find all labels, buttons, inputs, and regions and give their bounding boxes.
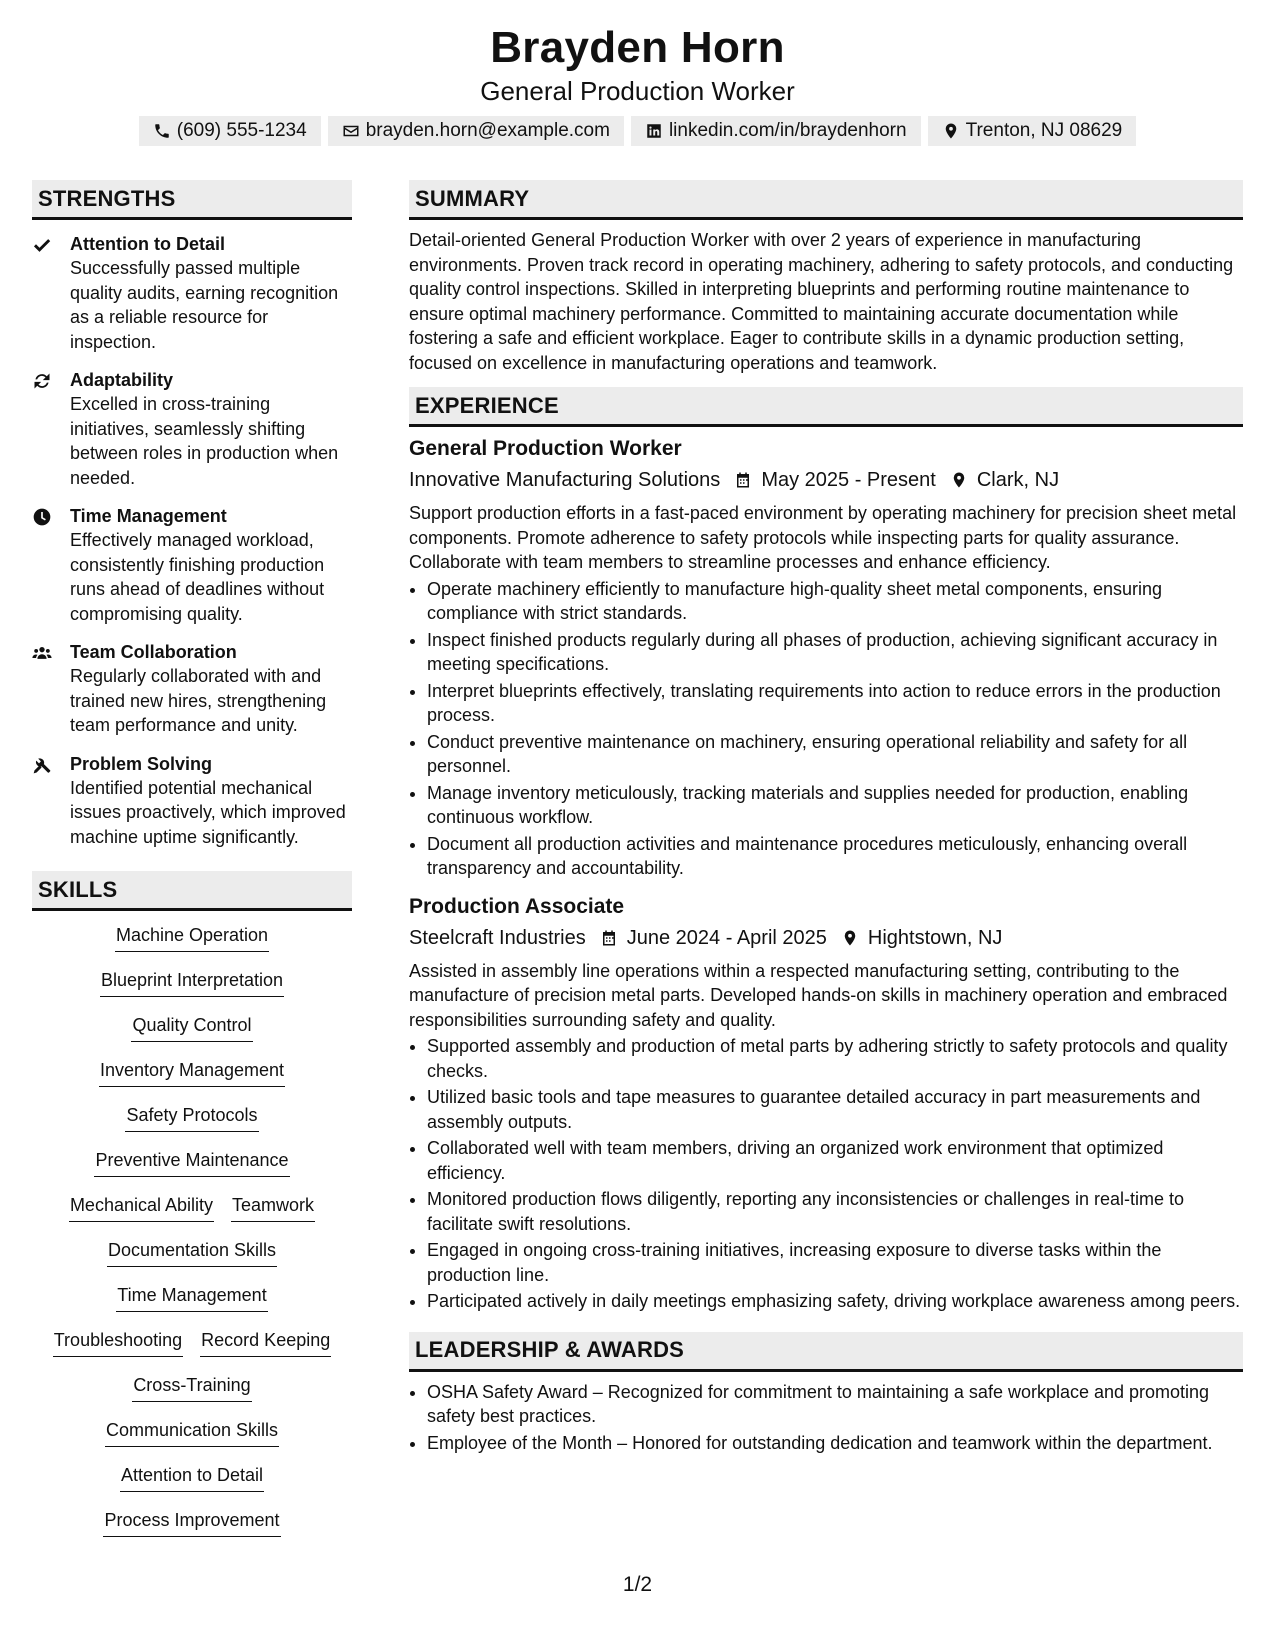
map-pin-icon xyxy=(942,122,960,140)
skill-tag: Blueprint Interpretation xyxy=(100,968,284,997)
candidate-title: General Production Worker xyxy=(480,76,795,106)
resume-header xyxy=(0,0,1275,146)
job-dates: June 2024 - April 2025 xyxy=(626,926,827,949)
strength-item xyxy=(32,368,352,490)
skill-tag: Teamwork xyxy=(231,1193,315,1222)
linkedin-text: linkedin.com/in/braydenhorn xyxy=(668,120,907,141)
strength-title: Team Collaboration xyxy=(70,642,237,662)
contact-bar xyxy=(0,116,1275,146)
job-bullet: • Manage inventory meticulously, tracking materials and supplies needed for production, enabling continuous workflow. xyxy=(427,781,1243,830)
strength-title: Problem Solving xyxy=(70,753,213,774)
strength-item xyxy=(32,752,352,850)
candidate-name: Brayden Horn xyxy=(490,23,785,72)
summary-text: Detail-oriented General Production Worker with over 2 years of experience in manufacturing environments. Proven track record in operating machinery, adhering to safety protocols, and conducting quality control inspections. Skilled in interpreting blueprints and performing routine maintenance to ensure optimal machinery performance. Committed to maintaining accurate documentation while fostering a safe and efficient workplace. Eager to contribute skills in a dynamic production setting, focused on excellence in manufacturing operations and teamwork. xyxy=(409,230,1234,373)
refresh-icon xyxy=(32,371,52,391)
skill-tag: Attention to Detail xyxy=(120,1463,264,1492)
skill-tag: Documentation Skills xyxy=(107,1238,277,1267)
skill-tag: Cross-Training xyxy=(132,1373,251,1402)
skill-tag: Preventive Maintenance xyxy=(94,1148,289,1177)
skill-tag: Time Management xyxy=(116,1283,267,1312)
skill-tag: Safety Protocols xyxy=(125,1103,258,1132)
skill-tag: Process Improvement xyxy=(103,1508,280,1537)
strength-title: Attention to Detail xyxy=(70,234,225,254)
phone-icon xyxy=(153,122,171,140)
job-bullet: • Collaborated well with team members, driving an organized work environment that optimized efficiency. xyxy=(427,1136,1243,1185)
strength-desc: Successfully passed multiple quality audits, earning recognition as a reliable resource for inspection. xyxy=(70,258,339,352)
job-location: Clark, NJ xyxy=(976,469,1060,491)
skill-tag: Machine Operation xyxy=(115,923,269,952)
map-pin-icon xyxy=(841,929,859,947)
job-bullet: • Supported assembly and production of metal parts by adhering strictly to safety protocols and quality checks. xyxy=(427,1034,1243,1083)
job-entry xyxy=(409,893,1243,1314)
page-number: 1/2 xyxy=(622,1573,653,1596)
linkedin-icon xyxy=(645,122,663,140)
calendar-icon xyxy=(734,471,752,489)
strength-title: Adaptability xyxy=(70,370,174,390)
awards-heading: LEADERSHIP & AWARDS xyxy=(409,1332,1243,1372)
strength-desc: Effectively managed workload, consistently finishing production runs ahead of deadlines without compromising quality. xyxy=(70,530,325,624)
contact-email[interactable] xyxy=(328,116,624,146)
job-company: Innovative Manufacturing Solutions xyxy=(409,469,721,491)
job-title: General Production Worker xyxy=(409,437,682,460)
strength-title: Time Management xyxy=(70,506,227,526)
job-bullet: • Participated actively in daily meetings emphasizing safety, driving workplace awareness among peers. xyxy=(427,1289,1243,1314)
job-description: Support production efforts in a fast-paced environment by operating machinery for precision sheet metal components. Promote adherence to safety protocols while inspecting parts for quality assurance. Collaborate with team members to streamline processes and enhance efficiency. xyxy=(409,503,1237,572)
map-pin-icon xyxy=(950,471,968,489)
experience-heading: EXPERIENCE xyxy=(409,387,1243,427)
skills-heading: SKILLS xyxy=(32,871,352,911)
strength-item xyxy=(32,504,352,626)
left-column xyxy=(32,180,352,1553)
skill-tag: Troubleshooting xyxy=(53,1328,183,1357)
job-bullets xyxy=(409,1034,1243,1314)
envelope-icon xyxy=(342,122,360,140)
job-title: Production Associate xyxy=(409,894,625,918)
skill-tag: Communication Skills xyxy=(105,1418,279,1447)
skill-tag: Mechanical Ability xyxy=(69,1193,214,1222)
job-bullet: • Inspect finished products regularly during all phases of production, achieving significant accuracy in meeting specifications. xyxy=(427,628,1243,677)
tools-icon xyxy=(32,755,52,775)
calendar-icon xyxy=(600,929,618,947)
strength-desc: Regularly collaborated with and trained new hires, strengthening team performance and unity. xyxy=(70,666,327,735)
contact-location xyxy=(928,116,1137,146)
job-dates: May 2025 - Present xyxy=(761,469,936,491)
strength-desc: Identified potential mechanical issues proactively, which improved machine uptime significantly. xyxy=(70,777,346,847)
job-bullet: • Operate machinery efficiently to manufacture high-quality sheet metal components, ensuring compliance with strict standards. xyxy=(427,577,1243,626)
strengths-list xyxy=(32,232,352,849)
job-meta xyxy=(409,923,1243,953)
email-text: brayden.horn@example.com xyxy=(365,120,610,141)
job-bullet: • Conduct preventive maintenance on machinery, ensuring operational reliability and safety for all personnel. xyxy=(427,730,1243,779)
job-bullet: • Monitored production flows diligently, reporting any inconsistencies or challenges in real-time to facilitate swift resolutions. xyxy=(427,1187,1243,1236)
users-icon xyxy=(32,643,52,663)
skill-tag: Quality Control xyxy=(131,1013,252,1042)
award-item: • Employee of the Month – Honored for outstanding dedication and teamwork within the department. xyxy=(427,1431,1243,1456)
job-company: Steelcraft Industries xyxy=(409,926,586,949)
job-entry xyxy=(409,435,1243,881)
job-description: Assisted in assembly line operations within a respected manufacturing setting, contributing to the manufacture of precision metal parts. Developed hands-on skills in machinery operation and embraced responsibilities surrounding safety and quality. xyxy=(409,960,1228,1030)
job-meta xyxy=(409,465,1243,495)
check-icon xyxy=(32,235,52,255)
awards-list xyxy=(409,1380,1243,1456)
strength-item xyxy=(32,640,352,738)
summary-heading: SUMMARY xyxy=(409,180,1243,220)
skill-tag: Inventory Management xyxy=(99,1058,285,1087)
location-text: Trenton, NJ 08629 xyxy=(965,120,1123,141)
phone-text: (609) 555-1234 xyxy=(176,120,307,141)
strengths-heading: STRENGTHS xyxy=(32,180,352,220)
job-bullet: • Interpret blueprints effectively, translating requirements into action to reduce errors in the production process. xyxy=(427,679,1243,728)
skills-list xyxy=(32,923,352,1553)
strength-item xyxy=(32,232,352,354)
strength-desc: Excelled in cross-training initiatives, seamlessly shifting between roles in production when needed. xyxy=(70,394,339,488)
job-bullets xyxy=(409,577,1243,881)
job-bullet: • Engaged in ongoing cross-training initiatives, increasing exposure to diverse tasks within the production line. xyxy=(427,1238,1243,1287)
job-location: Hightstown, NJ xyxy=(867,926,1003,949)
contact-linkedin[interactable] xyxy=(631,116,921,146)
job-bullet: • Utilized basic tools and tape measures to guarantee detailed accuracy in part measurements and assembly outputs. xyxy=(427,1085,1243,1134)
right-column xyxy=(409,180,1243,1455)
contact-phone[interactable] xyxy=(139,116,321,146)
award-item: • OSHA Safety Award – Recognized for commitment to maintaining a safe workplace and promoting safety best practices. xyxy=(427,1380,1243,1429)
clock-icon xyxy=(32,507,52,527)
skill-tag: Record Keeping xyxy=(200,1328,331,1357)
job-bullet: • Document all production activities and maintenance procedures meticulously, enhancing overall transparency and accountability. xyxy=(427,832,1243,881)
